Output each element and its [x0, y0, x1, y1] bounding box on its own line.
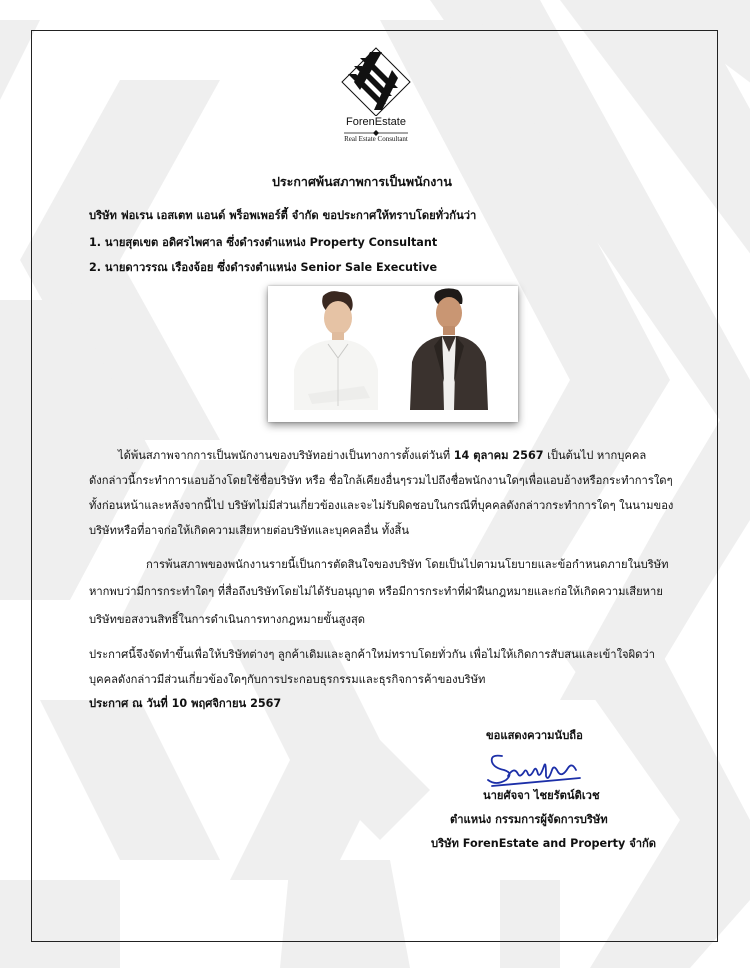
paragraph-1-line-3: ทั้งก่อนหน้าและหลังจากนี้ไป บริษัทไม่มีส่วนเกี่ยวข้องและจะไม่รับผิดชอบในกรณีที่บุคคลดังกล่าวกระทำการใดๆ ในนามของ: [89, 499, 674, 512]
closing-line: ขอแสดงความนับถือ: [486, 729, 583, 742]
paragraph-1-line-2: ดังกล่าวนี้กระทำการแอบอ้างโดยใช้ชื่อบริษัท หรือ ชื่อใกล้เคียงอื่นๆรวมไปถึงชื่อพนักงานใดๆเพื่อแอบอ้างหรือกระทำการใดๆ: [89, 474, 673, 487]
signatory-name: นายศัจจา ไชยรัตน์ดิเวช: [483, 789, 600, 802]
paragraph-1-text-a: ได้พ้นสภาพจากการเป็นพนักงานของบริษัทอย่างเป็นทางการตั้งแต่วันที่: [118, 449, 451, 462]
employee-photo-2: [410, 288, 488, 410]
company-logo: [330, 46, 422, 152]
paragraph-2-line-2: หากพบว่ามีการกระทำใดๆ ที่สื่อถึงบริษัทโดยไม่ได้รับอนุญาต หรือมีการกระทำที่ฝ่าฝืนกฎหมายและก่อให้เกิดความเสียหาย: [89, 585, 663, 598]
diamond-logo-icon: [330, 46, 422, 116]
paragraph-2-line-1: การพ้นสภาพของพนักงานรายนี้เป็นการตัดสินใจของบริษัท โดยเป็นไปตามนโยบายและข้อกำหนดภายในบริษัท: [146, 558, 669, 571]
signatory-position: ตำแหน่ง กรรมการผู้จัดการบริษัท: [450, 813, 608, 826]
employee-photo-1: [294, 291, 378, 410]
employee-photos: [268, 286, 518, 422]
paragraph-1-text-b: เป็นต้นไป หากบุคคล: [547, 449, 647, 462]
paragraph-1-line-1: [118, 449, 646, 463]
signatory-company: บริษัท ForenEstate and Property จำกัด: [431, 837, 657, 850]
paragraph-1-line-4: บริษัทหรือที่อาจก่อให้เกิดความเสียหายต่อบริษัทและบุคคลอื่น ทั้งสิ้น: [89, 524, 410, 537]
logo-tagline: Real Estate Consultant: [344, 135, 408, 143]
announcement-date: ประกาศ ณ วันที่ 10 พฤศจิกายน 2567: [89, 697, 282, 710]
handwritten-signature: [484, 748, 584, 792]
document-title: ประกาศพ้นสภาพการเป็นพนักงาน: [272, 174, 452, 189]
employee-item-1: 1. นายสุตเขต อดิศรไพศาล ซึ่งดำรงตำแหน่ง Property Consultant: [89, 236, 438, 249]
paragraph-3-line-1: ประกาศนี้จึงจัดทำขึ้นเพื่อให้บริษัทต่างๆ ลูกค้าเดิมและลูกค้าใหม่ทราบโดยทั่วกัน เพื่อไม่ให้เกิดการสับสนและเข้าใจผิดว่า: [89, 648, 655, 661]
paragraph-3-line-2: บุคคลดังกล่าวมีส่วนเกี่ยวข้องใดๆกับการประกอบธุรกรรมและธุรกิจการค้าของบริษัท: [89, 673, 486, 686]
employee-item-2: 2. นายดาวรรณ เรืองจ้อย ซึ่งดำรงตำแหน่ง Senior Sale Executive: [89, 261, 438, 274]
intro-line: บริษัท ฟอเรน เอสเตท แอนด์ พร็อพเพอร์ตี้ จำกัด ขอประกาศให้ทราบโดยทั่วกันว่า: [89, 209, 477, 222]
paragraph-2-line-3: บริษัทขอสงวนสิทธิ์ในการดำเนินการทางกฎหมายขั้นสูงสุด: [89, 613, 366, 626]
termination-date: 14 ตุลาคม 2567: [453, 449, 544, 462]
logo-wordmark: ForenEstate: [346, 116, 406, 128]
